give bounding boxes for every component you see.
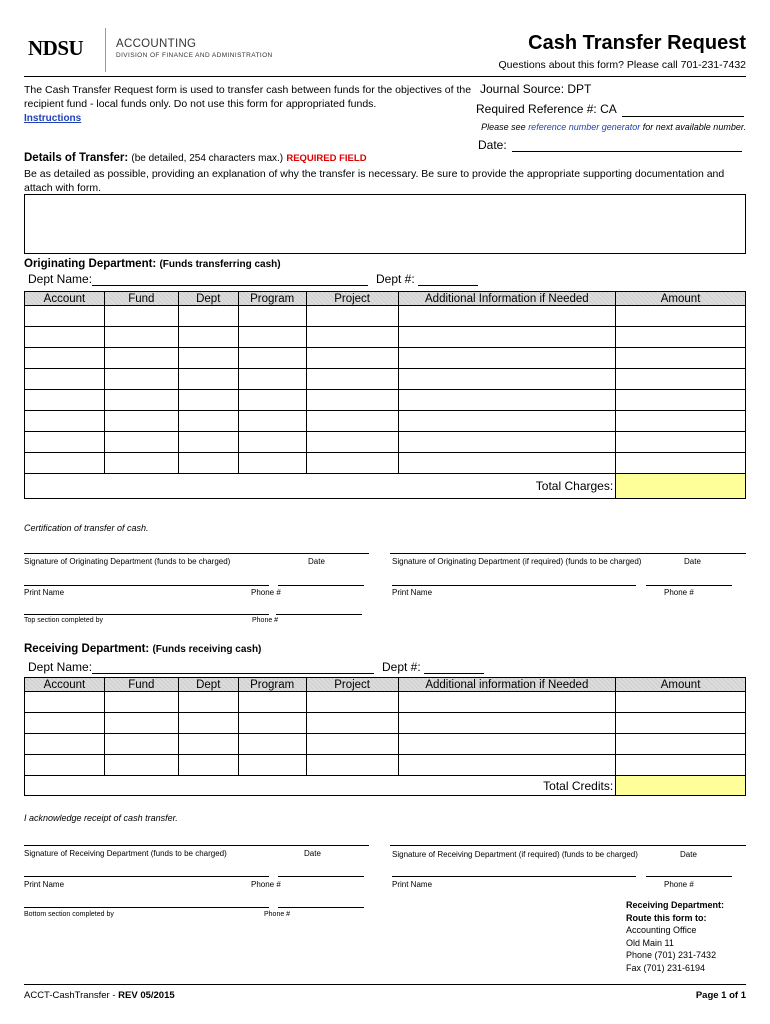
page-title: Cash Transfer Request [528, 32, 746, 54]
total-credits-label: Total Credits: [25, 776, 616, 796]
recv-dept-name-label: Dept Name: [28, 660, 93, 674]
recv-dept-name-input[interactable] [92, 673, 374, 674]
recv-dept-no-input[interactable] [424, 673, 484, 674]
details-textarea[interactable] [24, 194, 746, 254]
recv-print-name2-line[interactable] [392, 876, 636, 877]
recv-col-additional-info: Additional information if Needed [398, 678, 616, 692]
route-to: Route this form to: [626, 912, 707, 923]
receiving-heading [24, 643, 261, 655]
reference-generator-link[interactable]: reference number generator [528, 122, 641, 132]
table-row[interactable] [25, 390, 746, 411]
table-row[interactable] [25, 369, 746, 390]
orig-col-fund: Fund [104, 292, 178, 306]
receiving-table [24, 677, 746, 796]
table-row[interactable] [25, 453, 746, 474]
table-row[interactable] [25, 734, 746, 755]
journal-source: Journal Source: DPT [480, 82, 592, 96]
reference-note [481, 122, 746, 132]
orig-col-dept: Dept [178, 292, 238, 306]
table-row[interactable] [25, 327, 746, 348]
recv-phone-line[interactable] [278, 876, 364, 877]
route-heading: Receiving Department: [626, 900, 725, 910]
top-completed-by-label: Top section completed by [24, 617, 103, 624]
orig-col-additional-info: Additional Information if Needed [398, 292, 616, 306]
route-phone: Phone (701) 231-7432 [626, 950, 717, 960]
orig-phone2-label: Phone # [664, 588, 694, 597]
table-row[interactable] [25, 755, 746, 776]
recv-phone2-label: Phone # [664, 880, 694, 889]
routing-instructions [626, 899, 724, 974]
recv-dept-no-label: Dept #: [382, 660, 421, 674]
details-heading-text: Details of Transfer: [24, 152, 129, 164]
recv-signature-label: Signature of Receiving Department (funds to be charged) [24, 849, 227, 858]
bottom-completed-phone-label: Phone # [264, 911, 291, 918]
total-charges-label: Total Charges: [25, 474, 616, 499]
bottom-completed-phone-line[interactable] [278, 907, 364, 908]
required-reference-input[interactable] [622, 116, 744, 117]
orig-phone-line[interactable] [278, 585, 364, 586]
reference-note-after: for next available number. [640, 122, 746, 132]
recv-col-dept: Dept [178, 678, 238, 692]
recv-col-fund: Fund [104, 678, 178, 692]
receiving-heading-sub: (Funds receiving cash) [152, 644, 262, 655]
orig-col-project: Project [306, 292, 398, 306]
form-id [24, 990, 175, 1001]
route-location: Old Main 11 [626, 937, 674, 948]
table-row[interactable] [25, 432, 746, 453]
recv-phone-label: Phone # [251, 880, 281, 889]
table-row[interactable] [25, 306, 746, 327]
orig-print-name2-label: Print Name [392, 588, 433, 597]
recv-col-amount: Amount [616, 678, 746, 692]
table-row[interactable] [25, 348, 746, 369]
header-rule [24, 76, 746, 77]
recv-print-name-line[interactable] [24, 876, 269, 877]
reference-note-before: Please see [481, 122, 529, 132]
recv-signature-line[interactable] [24, 845, 369, 846]
instructions-link[interactable]: Instructions [24, 113, 82, 124]
recv-phone2-line[interactable] [646, 876, 732, 877]
recv-col-account: Account [25, 678, 105, 692]
recv-print-name2-label: Print Name [392, 880, 433, 889]
unit-name: ACCOUNTING [116, 38, 197, 50]
intro-block [24, 83, 474, 126]
orig-dept-name-input[interactable] [92, 285, 368, 286]
bottom-completed-by-line[interactable] [24, 907, 269, 908]
orig-print-name2-line[interactable] [392, 585, 636, 586]
date-label: Date: [478, 138, 507, 152]
originating-table [24, 291, 746, 499]
orig-phone-label: Phone # [251, 588, 281, 597]
top-completed-phone-label: Phone # [252, 617, 279, 624]
required-reference-prefix: CA [600, 102, 617, 116]
recv-signature2-line[interactable] [390, 845, 746, 846]
recv-signature-date-label: Date [304, 849, 321, 858]
total-credits-field[interactable] [616, 776, 746, 796]
recv-signature2-date-label: Date [680, 850, 697, 859]
form-revision: REV 05/2015 [118, 990, 175, 1001]
orig-signature-date-label: Date [308, 557, 325, 566]
recv-signature2-label: Signature of Receiving Department (if required) (funds to be charged) [392, 850, 638, 859]
orig-signature-line[interactable] [24, 553, 369, 554]
table-row[interactable] [25, 411, 746, 432]
recv-col-project: Project [306, 678, 398, 692]
orig-dept-name-label: Dept Name: [28, 272, 93, 286]
footer-rule [24, 984, 746, 985]
originating-heading-text: Originating Department: [24, 258, 157, 270]
required-field-label: REQUIRED FIELD [286, 153, 367, 164]
orig-dept-no-label: Dept #: [376, 272, 415, 286]
required-reference-label: Required Reference #: [476, 102, 597, 116]
orig-signature2-date-label: Date [684, 557, 701, 566]
orig-col-account: Account [25, 292, 105, 306]
required-reference [476, 102, 617, 116]
page-number: Page 1 of 1 [695, 990, 746, 1001]
intro-text: The Cash Transfer Request form is used to transfer cash between funds for the objectives of the recipient fund - local funds only. Do not use this form for appropriated funds. [24, 84, 472, 110]
orig-signature2-line[interactable] [390, 553, 746, 554]
recv-print-name-label: Print Name [24, 880, 65, 889]
top-completed-phone-line[interactable] [276, 614, 362, 615]
orig-col-program: Program [238, 292, 306, 306]
orig-phone2-line[interactable] [646, 585, 732, 586]
logo-divider [105, 28, 106, 72]
orig-dept-no-input[interactable] [418, 285, 478, 286]
acknowledge-text: I acknowledge receipt of cash transfer. [24, 813, 178, 823]
questions-contact: Questions about this form? Please call 701-231-7432 [498, 59, 746, 71]
certification-text: Certification of transfer of cash. [24, 523, 149, 533]
recv-col-program: Program [238, 678, 306, 692]
details-heading-sub: (be detailed, 254 characters max.) [131, 153, 284, 164]
unit-division: DIVISION OF FINANCE AND ADMINISTRATION [116, 52, 273, 59]
form-id-text: ACCT-CashTransfer - [24, 990, 119, 1001]
route-office: Accounting Office [626, 925, 697, 935]
ndsu-logo: NDSU [28, 36, 84, 60]
receiving-heading-text: Receiving Department: [24, 643, 150, 655]
table-row[interactable] [25, 713, 746, 734]
details-instructions: Be as detailed as possible, providing an explanation of why the transfer is necessary. Be sure to provide the appropriate supporting documentation and attach with form. [24, 168, 725, 194]
orig-print-name-label: Print Name [24, 588, 65, 597]
orig-signature2-label: Signature of Originating Department (if required) (funds to be charged) [392, 557, 642, 566]
total-charges-field[interactable] [616, 474, 746, 499]
orig-col-amount: Amount [616, 292, 746, 306]
date-input[interactable] [512, 151, 742, 152]
table-row[interactable] [25, 692, 746, 713]
orig-print-name-line[interactable] [24, 585, 269, 586]
originating-heading [24, 258, 281, 270]
details-heading [24, 152, 367, 164]
top-completed-by-line[interactable] [24, 614, 269, 615]
route-fax: Fax (701) 231-6194 [626, 962, 706, 973]
orig-signature-label: Signature of Originating Department (funds to be charged) [24, 557, 231, 566]
originating-heading-sub: (Funds transferring cash) [159, 259, 281, 270]
bottom-completed-by-label: Bottom section completed by [24, 911, 114, 918]
